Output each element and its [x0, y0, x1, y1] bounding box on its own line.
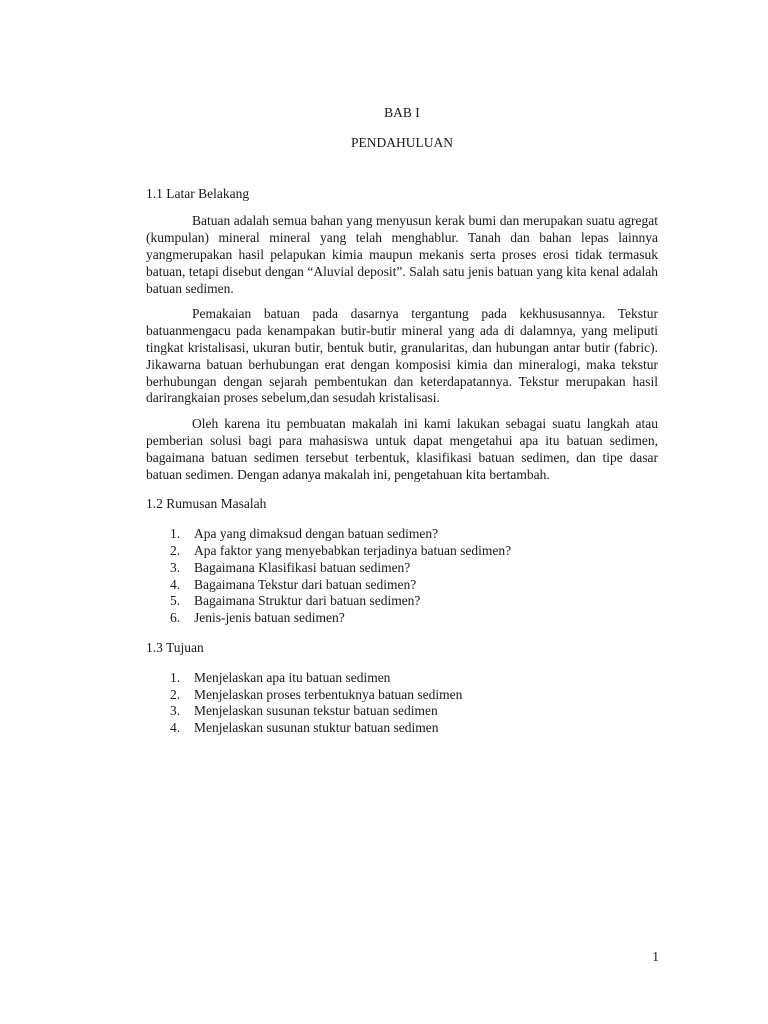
list-item-text: Menjelaskan susunan tekstur batuan sedimen: [194, 703, 438, 719]
list-item-text: Menjelaskan susunan stuktur batuan sedimen: [194, 720, 439, 736]
list-item: [146, 610, 658, 627]
problem-list: [146, 526, 658, 627]
section-heading-latar-belakang: 1.1 Latar Belakang: [146, 185, 250, 201]
list-item-number: 1.: [170, 669, 181, 685]
paragraph: Oleh karena itu pembuatan makalah ini kami lakukan sebagai suatu langkah atau pemberian solusi bagi para mahasiswa untuk dapat mengetahui apa itu batuan sedimen, bagaimana batuan sedimen tersebut terbentuk, klasifikasi batuan sedimen, dan tipe dasar batuan sedimen. Dengan adanya makalah ini, pengetahuan kita bertambah.: [146, 416, 658, 482]
list-item-text: Apa yang dimaksud dengan batuan sedimen?: [194, 526, 439, 542]
list-item-number: 4.: [170, 720, 181, 736]
list-item-number: 5.: [170, 593, 181, 609]
list-item-number: 3.: [170, 703, 181, 719]
list-item-text: Menjelaskan proses terbentuknya batuan sedimen: [194, 686, 463, 702]
list-item: [146, 560, 658, 577]
paragraph: Pemakaian batuan pada dasarnya tergantung pada kekhususannya. Tekstur batuanmengacu pada kenampakan butir-butir mineral yang ada di dalamnya, yang meliputi tingkat kristalisasi, ukuran butir, bentuk butir, granularitas, dan hubungan antar butir (fabric). Jikawarna batuan berhubungan erat dengan komposisi kimia dan mineralogi, maka tekstur berhubungan dengan sejarah pembentukan dan keterdapatannya. Tekstur merupakan hasil darirangkaian proses sebelum,dan sesudah kristalisasi.: [146, 306, 658, 406]
list-item-number: 6.: [170, 610, 181, 626]
list-item: [146, 703, 658, 720]
list-item: [146, 593, 658, 610]
page-number: 1: [652, 949, 659, 964]
section-heading-rumusan-masalah: 1.2 Rumusan Masalah: [146, 496, 267, 512]
section-heading-tujuan: 1.3 Tujuan: [146, 639, 204, 655]
list-item-number: 2.: [170, 542, 181, 558]
list-item: [146, 543, 658, 560]
list-item: [146, 526, 658, 543]
list-item: [146, 720, 658, 737]
list-item-text: Bagaimana Struktur dari batuan sedimen?: [194, 593, 421, 609]
list-item: [146, 577, 658, 594]
list-item-text: Jenis-jenis batuan sedimen?: [194, 610, 345, 626]
list-item-number: 2.: [170, 686, 181, 702]
chapter-title: PENDAHULUAN: [351, 134, 453, 150]
list-item-text: Bagaimana Klasifikasi batuan sedimen?: [194, 559, 411, 575]
paragraph: Batuan adalah semua bahan yang menyusun kerak bumi dan merupakan suatu agregat (kumpulan) mineral mineral yang telah menghablur. Tanah dan bahan lepas lainnya yangmerupakan hasil pelapukan kimia maupun mekanis serta proses erosi tidak termasuk batuan, tetapi disebut dengan “Aluvial deposit”. Salah satu jenis batuan yang kita kenal adalah batuan sedimen.: [146, 213, 658, 296]
page-content: [146, 105, 658, 737]
list-item: [146, 687, 658, 704]
list-item: [146, 670, 658, 687]
list-item-text: Bagaimana Tekstur dari batuan sedimen?: [194, 576, 417, 592]
list-item-text: Apa faktor yang menyebabkan terjadinya batuan sedimen?: [194, 542, 512, 558]
list-item-number: 4.: [170, 576, 181, 592]
list-item-number: 3.: [170, 559, 181, 575]
list-item-text: Menjelaskan apa itu batuan sedimen: [194, 669, 391, 685]
chapter-label: BAB I: [384, 105, 420, 120]
list-item-number: 1.: [170, 526, 181, 542]
objective-list: [146, 670, 658, 737]
